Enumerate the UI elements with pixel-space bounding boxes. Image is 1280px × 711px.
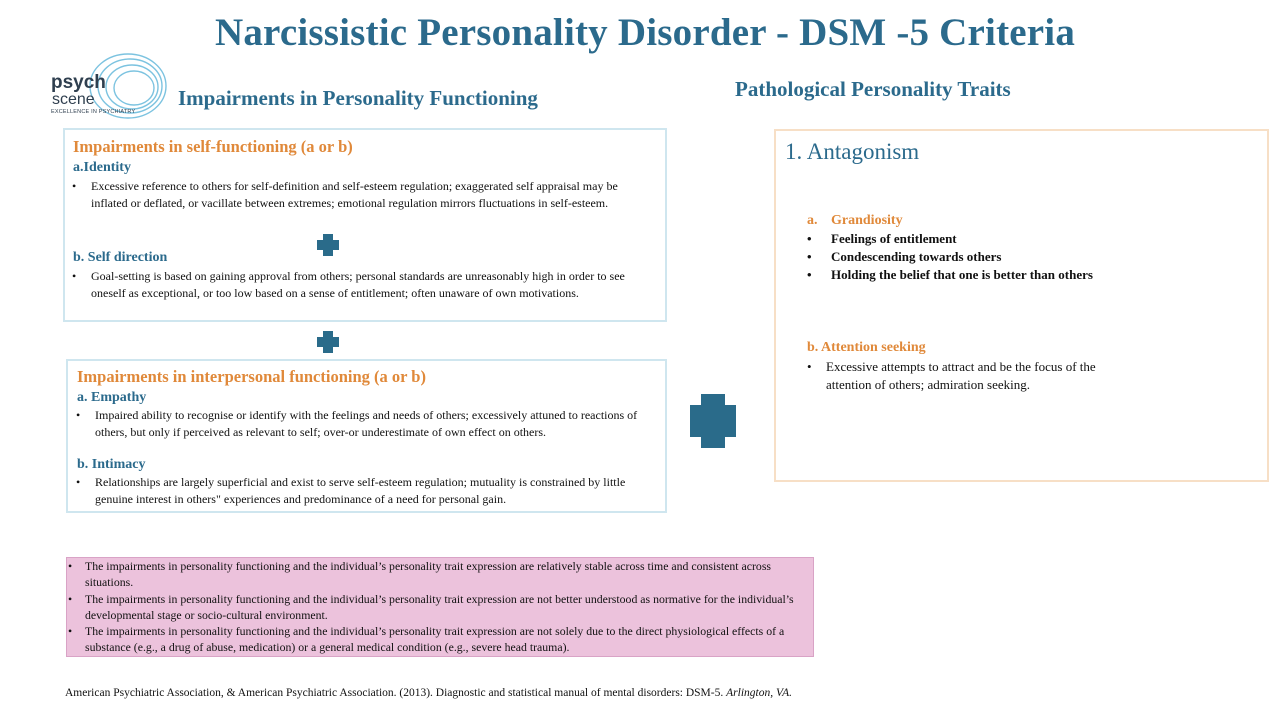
criteria-note: The impairments in personality functioning and the individual’s personality trait expression are relatively stable across time and consistent across situations.: [85, 559, 772, 590]
general-criteria-box: [66, 557, 814, 657]
empathy-label: a. Empathy: [77, 390, 147, 405]
list-item: [807, 249, 1002, 265]
self-direction-bullet: [72, 268, 654, 301]
identity-bullet: [72, 178, 654, 211]
traits-heading: Pathological Personality Traits: [735, 77, 1011, 101]
page-title: Narcissistic Personality Disorder - DSM -5 Criteria: [214, 11, 1076, 54]
antagonism-title: 1. Antagonism: [785, 139, 920, 164]
logo-text-psych: psych: [51, 72, 106, 93]
antagonism-box: [774, 129, 1269, 482]
self-functioning-box: [63, 128, 667, 322]
bullet-dot: •: [68, 559, 73, 573]
logo-tagline: EXCELLENCE IN PSYCHIATRY: [51, 109, 136, 115]
list-item: [67, 591, 813, 624]
plus-icon: [317, 331, 339, 353]
intimacy-label: b. Intimacy: [77, 457, 146, 472]
self-functioning-title: Impairments in self-functioning (a or b): [73, 137, 353, 156]
intimacy-bullet: [76, 474, 654, 507]
self-direction-text: Goal-setting is based on gaining approval from others; personal standards are unreasonably high in order to see oneself as exceptional, or too low based on a sense of entitlement; often unaware of own motivations.: [91, 269, 625, 300]
attention-text: Excessive attempts to attract and be the focus of the attention of others; admiration seeking.: [826, 359, 1096, 392]
list-item: [807, 231, 957, 247]
logo-text-scene: scene: [52, 91, 95, 108]
plus-icon: [317, 234, 339, 256]
citation-text: American Psychiatric Association, & American Psychiatric Association. (2013). Diagnostic and statistical manual of mental disorders: DSM-5.: [65, 687, 724, 699]
grandiosity-item: Condescending towards others: [831, 249, 1002, 264]
impairments-heading: Impairments in Personality Functioning: [178, 86, 538, 110]
bullet-dot: •: [72, 179, 77, 193]
bullet-dot: •: [72, 269, 77, 283]
bullet-dot: •: [807, 249, 812, 264]
bullet-dot: •: [807, 267, 812, 282]
self-direction-label: b. Self direction: [73, 250, 168, 265]
identity-label: a.Identity: [73, 160, 131, 175]
interpersonal-title: Impairments in interpersonal functioning (a or b): [77, 367, 426, 386]
citation-location: Arlington, VA.: [726, 687, 793, 699]
list-item: [67, 558, 813, 591]
grandiosity-item: Feelings of entitlement: [831, 231, 957, 246]
bullet-dot: •: [68, 624, 73, 639]
grandiosity-label: Grandiosity: [831, 213, 903, 228]
grandiosity-item: Holding the belief that one is better than others: [831, 267, 1093, 282]
large-plus-icon: [690, 394, 736, 448]
citation: [65, 687, 792, 699]
criteria-note: The impairments in personality functioning and the individual’s personality trait expression are not solely due to the direct physiological effects of a substance (e.g., a drug of abuse, medication) or a general medical condition (e.g., severe head trauma).: [85, 624, 785, 655]
list-item: [807, 267, 1093, 283]
empathy-bullet: [76, 407, 654, 440]
bullet-dot: •: [807, 231, 812, 246]
identity-text: Excessive reference to others for self-definition and self-esteem regulation; exaggerated self appraisal may be inflated or deflated, or vacillate between extremes; emotional regulation mirrors fluctuations in self-esteem.: [91, 179, 618, 210]
bullet-dot: •: [76, 475, 81, 489]
grandiosity-marker: a.: [807, 213, 818, 228]
attention-bullet: [807, 358, 1127, 393]
intimacy-text: Relationships are largely superficial and exist to serve self-esteem regulation; mutuality is constrained by little genuine interest in others" experiences and predominance of a need for personal gain.: [95, 475, 626, 506]
list-item: [67, 623, 813, 656]
psychscene-logo: [48, 50, 170, 122]
criteria-note: The impairments in personality functioning and the individual’s personality trait expression are not better understood as normative for the individual’s developmental stage or socio-cultural environment.: [85, 591, 794, 622]
bullet-dot: •: [807, 359, 812, 374]
bullet-dot: •: [76, 408, 81, 422]
bullet-dot: •: [68, 591, 73, 606]
empathy-text: Impaired ability to recognise or identify with the feelings and needs of others; excessively attuned to reactions of others, but only if perceived as relevant to self; over-or underestimate of own effect on others.: [95, 408, 638, 439]
attention-label: b. Attention seeking: [807, 340, 926, 355]
interpersonal-box: [66, 359, 667, 513]
